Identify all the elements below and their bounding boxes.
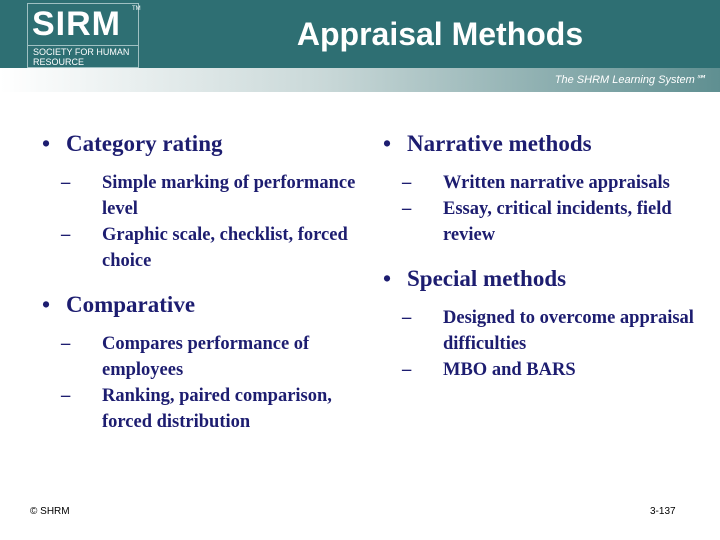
bullet-item xyxy=(383,130,698,158)
sub-item-text: MBO and BARS xyxy=(443,360,576,380)
logo-text: SIRM xyxy=(32,5,121,43)
sub-item xyxy=(402,170,698,196)
bullet-label: Category rating xyxy=(66,131,223,156)
left-column xyxy=(42,130,372,452)
sub-item xyxy=(402,357,698,383)
bullet-label: Special methods xyxy=(407,266,567,291)
bullet-label: Narrative methods xyxy=(407,131,592,156)
tagline: The SHRM Learning System℠ xyxy=(554,74,706,86)
bullet-label: Comparative xyxy=(66,292,196,317)
sub-item xyxy=(61,383,372,435)
bullet-dot: • xyxy=(383,131,392,156)
right-column xyxy=(383,130,698,400)
sub-item-text: Designed to overcome appraisal difficulties xyxy=(443,308,694,354)
bullet-group xyxy=(383,130,698,248)
dash-marker: – xyxy=(61,173,71,193)
dash-marker: – xyxy=(402,308,412,328)
bullet-dot: • xyxy=(42,292,51,317)
dash-marker: – xyxy=(402,173,412,193)
sub-item xyxy=(61,331,372,383)
sub-item xyxy=(402,305,698,357)
page-number: 3-137 xyxy=(650,506,676,517)
sub-item-text: Compares performance of employees xyxy=(102,334,310,380)
shrm-logo xyxy=(27,3,139,68)
logo-divider xyxy=(28,45,138,46)
dash-marker: – xyxy=(61,225,71,245)
logo-trademark: TM xyxy=(132,6,141,12)
bullet-dot: • xyxy=(42,131,51,156)
sub-item-text: Written narrative appraisals xyxy=(443,173,670,193)
dash-marker: – xyxy=(61,334,71,354)
bullet-item xyxy=(42,291,372,319)
sub-item-text: Essay, critical incidents, field review xyxy=(443,199,672,245)
bullet-dot: • xyxy=(383,266,392,291)
dash-marker: – xyxy=(61,386,71,406)
bullet-group xyxy=(42,130,372,274)
dash-marker: – xyxy=(402,360,412,380)
bullet-item xyxy=(383,265,698,293)
logo-subtitle: SOCIETY FOR HUMAN RESOURCE xyxy=(33,47,130,67)
sub-item-text: Graphic scale, checklist, forced choice xyxy=(102,225,348,271)
bullet-group xyxy=(42,291,372,435)
bullet-item xyxy=(42,130,372,158)
bullet-group xyxy=(383,265,698,383)
slide-title: Appraisal Methods xyxy=(296,16,584,52)
dash-marker: – xyxy=(402,199,412,219)
sub-item xyxy=(61,170,372,222)
sub-item-text: Simple marking of performance level xyxy=(102,173,356,219)
copyright: © SHRM xyxy=(30,506,70,517)
sub-item xyxy=(402,196,698,248)
sub-item xyxy=(61,222,372,274)
sub-item-text: Ranking, paired comparison, forced distribution xyxy=(102,386,332,432)
